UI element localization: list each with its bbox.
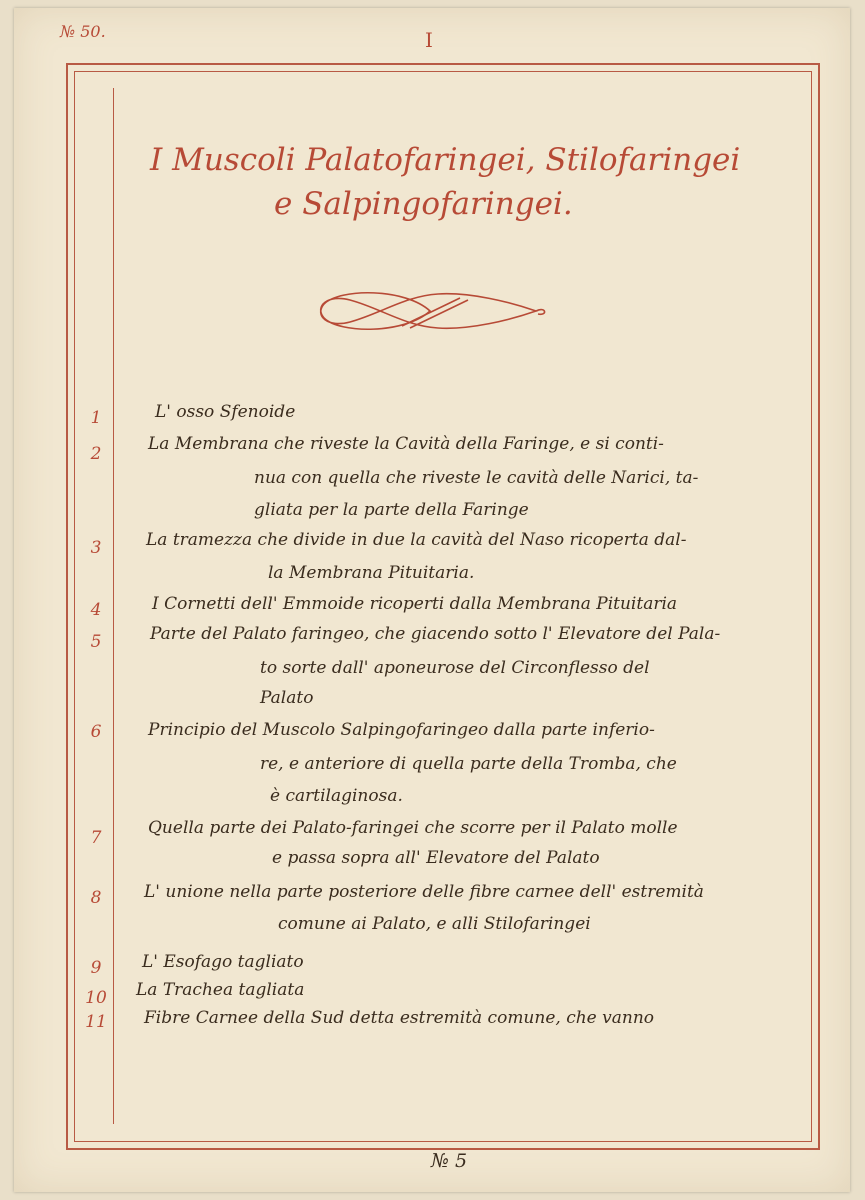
entry-line: Fibre Carnee della Sud detta estremità comune, che vanno (144, 1008, 655, 1028)
title-line-2: e Salpingofaringei. (274, 186, 573, 222)
bottom-catalog-mark: № 5 (431, 1150, 468, 1172)
entry-line: L' unione nella parte posteriore delle fibre carnee dell' estremità (144, 882, 704, 902)
entry-line: La Trachea tagliata (136, 980, 305, 1000)
entry-line: to sorte dall' aponeurose del Circonflesso del (260, 658, 650, 678)
entry-line: Palato (260, 688, 314, 708)
entry-number: 11 (85, 1012, 107, 1032)
entry-number: 3 (90, 538, 102, 558)
entry-number: 5 (90, 632, 102, 652)
entry-line: comune ai Palato, e alli Stilofaringei (278, 914, 591, 934)
title-line-1: I Muscoli Palatofaringei, Stilofaringei (150, 142, 741, 178)
entry-number: 1 (90, 408, 102, 428)
entry-line: Principio del Muscolo Salpingofaringeo dalla parte inferio- (148, 720, 655, 740)
entry-number: 4 (90, 600, 102, 620)
page-title (150, 138, 790, 226)
page-number: I (425, 28, 433, 52)
catalog-mark: № 50. (60, 22, 106, 41)
entry-number: 8 (90, 888, 102, 908)
entry-line: La Membrana che riveste la Cavità della Faringe, e si conti- (148, 434, 664, 454)
flourish-ornament-icon (310, 284, 550, 338)
entry-line: Quella parte dei Palato-faringei che scorre per il Palato molle (148, 818, 678, 838)
entry-line: e passa sopra all' Elevatore del Palato (272, 848, 600, 868)
entry-line: L' Esofago tagliato (142, 952, 304, 972)
entry-number: 2 (90, 444, 102, 464)
entry-line: L' osso Sfenoide (155, 402, 296, 422)
entry-line: nua con quella che riveste le cavità delle Narici, ta- (254, 468, 699, 488)
entry-line: Parte del Palato faringeo, che giacendo sotto l' Elevatore del Pala- (150, 624, 721, 644)
entry-line: la Membrana Pituitaria. (268, 563, 475, 583)
entry-line: re, e anteriore di quella parte della Tromba, che (260, 754, 677, 774)
entry-number: 6 (90, 722, 102, 742)
entry-line: gliata per la parte della Faringe (254, 500, 529, 520)
entry-number: 9 (90, 958, 102, 978)
entry-line: La tramezza che divide in due la cavità del Naso ricoperta dal- (146, 530, 687, 550)
entry-line: I Cornetti dell' Emmoide ricoperti dalla Membrana Pituitaria (152, 594, 678, 614)
entry-number: 10 (85, 988, 107, 1008)
entry-line: è cartilaginosa. (270, 786, 403, 806)
entry-number: 7 (90, 828, 102, 848)
